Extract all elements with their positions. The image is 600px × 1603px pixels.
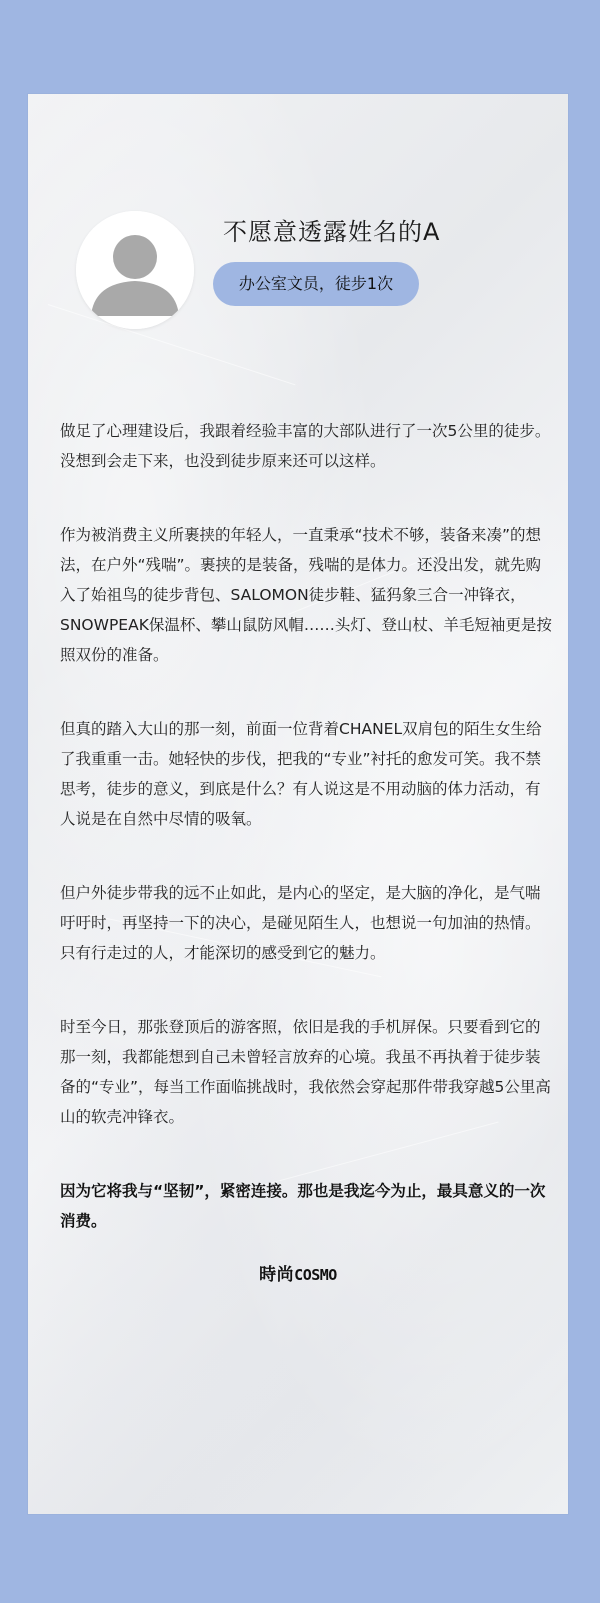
paragraph: 做足了心理建设后，我跟着经验丰富的大部队进行了一次5公里的徒步。没想到会走下来，也没到徒步原来还可以这样。 bbox=[60, 422, 551, 470]
logo-chinese: 時尚 bbox=[259, 1265, 295, 1285]
logo-latin: COSMO bbox=[294, 1266, 337, 1284]
avatar bbox=[76, 211, 194, 329]
paragraph: 但户外徒步带我的远不止如此，是内心的坚定，是大脑的净化，是气喘吁吁时，再坚持一下的决心，是碰见陌生人，也想说一句加油的热情。只有行走过的人，才能深切的感受到它的魅力。 bbox=[60, 884, 541, 962]
cosmo-logo bbox=[28, 1260, 568, 1285]
article-body bbox=[60, 416, 552, 1280]
paragraph: 但真的踏入大山的那一刻，前面一位背着CHANEL双肩包的陌生女生给了我重重一击。她轻快的步伐，把我的“专业”衬托的愈发可笑。我不禁思考，徒步的意义，到底是什么？有人说这是不用动脑的体力活动，有人说是在自然中尽情的吸氧。 bbox=[60, 720, 542, 828]
paragraph: 作为被消费主义所裹挟的年轻人，一直秉承“技术不够，装备来凑”的想法，在户外“残喘”。裹挟的是装备，残喘的是体力。还没出发，就先购入了始祖鸟的徒步背包、SALOMON徒步鞋、猛犸象三合一冲锋衣，SNOWPEAK保温杯、攀山鼠防风帽……头灯、登山杖、羊毛短袖更是按照双份的准备。 bbox=[60, 526, 552, 664]
paragraph: 时至今日，那张登顶后的游客照，依旧是我的手机屏保。只要看到它的那一刻，我都能想到自己未曾轻言放弃的心境。我虽不再执着于徒步装备的“专业”，每当工作面临挑战时，我依然会穿起那件带我穿越5公里高山的软壳冲锋衣。 bbox=[60, 1018, 551, 1126]
closing-statement: 因为它将我与“坚韧”，紧密连接。那也是我迄今为止，最具意义的一次消费。 bbox=[60, 1182, 546, 1230]
author-tag-badge: 办公室文员，徒步1次 bbox=[213, 262, 419, 306]
default-person-icon bbox=[76, 211, 194, 329]
content-card bbox=[28, 94, 568, 1514]
author-name: 不愿意透露姓名的A bbox=[223, 218, 441, 246]
